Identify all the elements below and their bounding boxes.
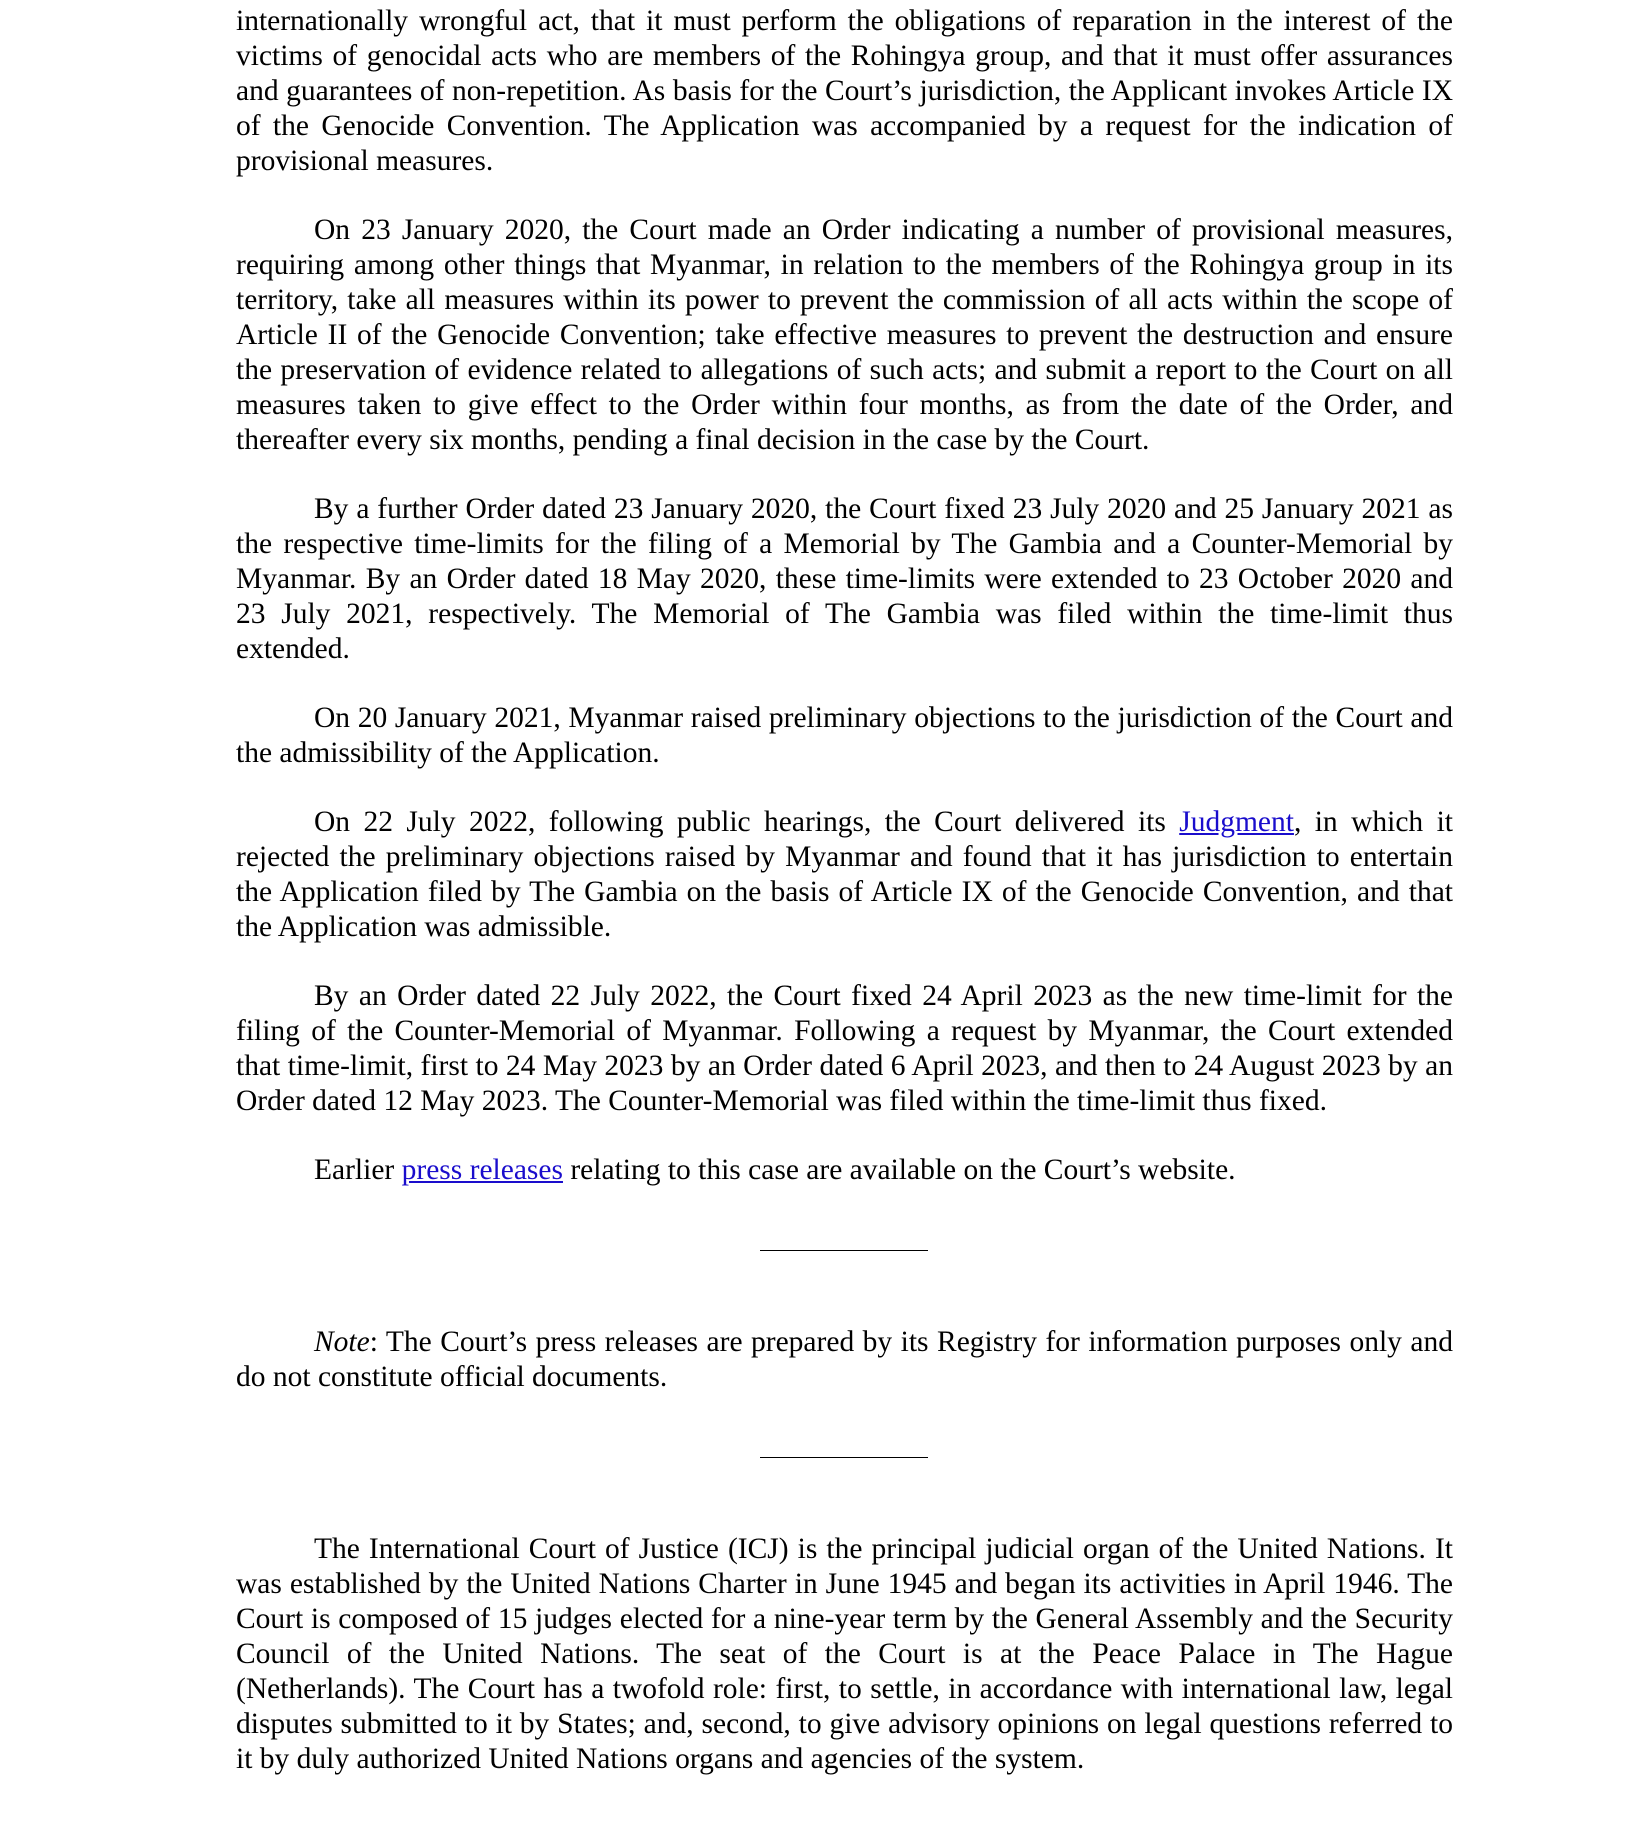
- paragraph-preliminary-objections: On 20 January 2021, Myanmar raised preliminary objections to the jurisdiction of the Court and the admissibility of the Application.: [236, 702, 1453, 769]
- paragraph-judgment-text-after: , in which it rejected the preliminary objections raised by Myanmar and found that it has jurisdiction to entertain the Application filed by The Gambia on the basis of Article IX of the Genocide Convention, and that the Application was admissible.: [236, 806, 1453, 943]
- separator-rule: [760, 1250, 928, 1251]
- paragraph-provisional-measures: On 23 January 2020, the Court made an Order indicating a number of provisional measures, requiring among other things that Myanmar, in relation to the members of the Rohingya group in its territory, take all measures within its power to prevent the commission of all acts within the scope of Article II of the Genocide Convention; take effective measures to prevent the destruction and ensure the preservation of evidence related to allegations of such acts; and submit a report to the Court on all measures taken to give effect to the Order within four months, as from the date of the Order, and thereafter every six months, pending a final decision in the case by the Court.: [236, 214, 1453, 456]
- paragraph-press-releases-text-before: Earlier: [314, 1154, 402, 1186]
- note-label: Note: [314, 1326, 370, 1358]
- separator-rule: [760, 1457, 928, 1458]
- paragraph-press-releases-text-after: relating to this case are available on the Court’s website.: [562, 1154, 1236, 1186]
- note-paragraph: [236, 1325, 1453, 1395]
- judgment-link[interactable]: Judgment: [1179, 806, 1294, 838]
- paragraph-time-limits: By a further Order dated 23 January 2020, the Court fixed 23 July 2020 and 25 January 2021 as the respective time-limits for the filing of a Memorial by The Gambia and a Counter-Memorial by Myanmar. By an Order dated 18 May 2020, these time-limits were extended to 23 October 2020 and 23 July 2021, respectively. The Memorial of The Gambia was filed within the time-limit thus extended.: [236, 493, 1453, 665]
- paragraph-press-releases: [236, 1153, 1453, 1188]
- press-releases-link[interactable]: press releases: [401, 1154, 563, 1186]
- paragraph-judgment: [236, 805, 1453, 945]
- note-text: : The Court’s press releases are prepared by its Registry for information purposes only and do not constitute official documents.: [236, 1326, 1453, 1393]
- paragraph-judgment-text-before: On 22 July 2022, following public hearings, the Court delivered its: [314, 806, 1180, 838]
- document-page: [236, 4, 1453, 1777]
- paragraph-about-icj: The International Court of Justice (ICJ) is the principal judicial organ of the United Nations. It was established by the United Nations Charter in June 1945 and began its activities in April 1946. The Court is composed of 15 judges elected for a nine-year term by the General Assembly and the Security Council of the United Nations. The seat of the Court is at the Peace Palace in The Hague (Netherlands). The Court has a twofold role: first, to settle, in accordance with international law, legal disputes submitted to it by States; and, second, to give advisory opinions on legal questions referred to it by duly authorized United Nations organs and agencies of the system.: [236, 1533, 1453, 1775]
- paragraph-counter-memorial: By an Order dated 22 July 2022, the Court fixed 24 April 2023 as the new time-limit for the filing of the Counter-Memorial of Myanmar. Following a request by Myanmar, the Court extended that time-limit, first to 24 May 2023 by an Order dated 6 April 2023, and then to 24 August 2023 by an Order dated 12 May 2023. The Counter-Memorial was filed within the time-limit thus fixed.: [236, 980, 1453, 1117]
- paragraph-reparation: internationally wrongful act, that it must perform the obligations of reparation in the interest of the victims of genocidal acts who are members of the Rohingya group, and that it must offer assurances and guarantees of non-repetition. As basis for the Court’s jurisdiction, the Applicant invokes Article IX of the Genocide Convention. The Application was accompanied by a request for the indication of provisional measures.: [236, 5, 1453, 177]
